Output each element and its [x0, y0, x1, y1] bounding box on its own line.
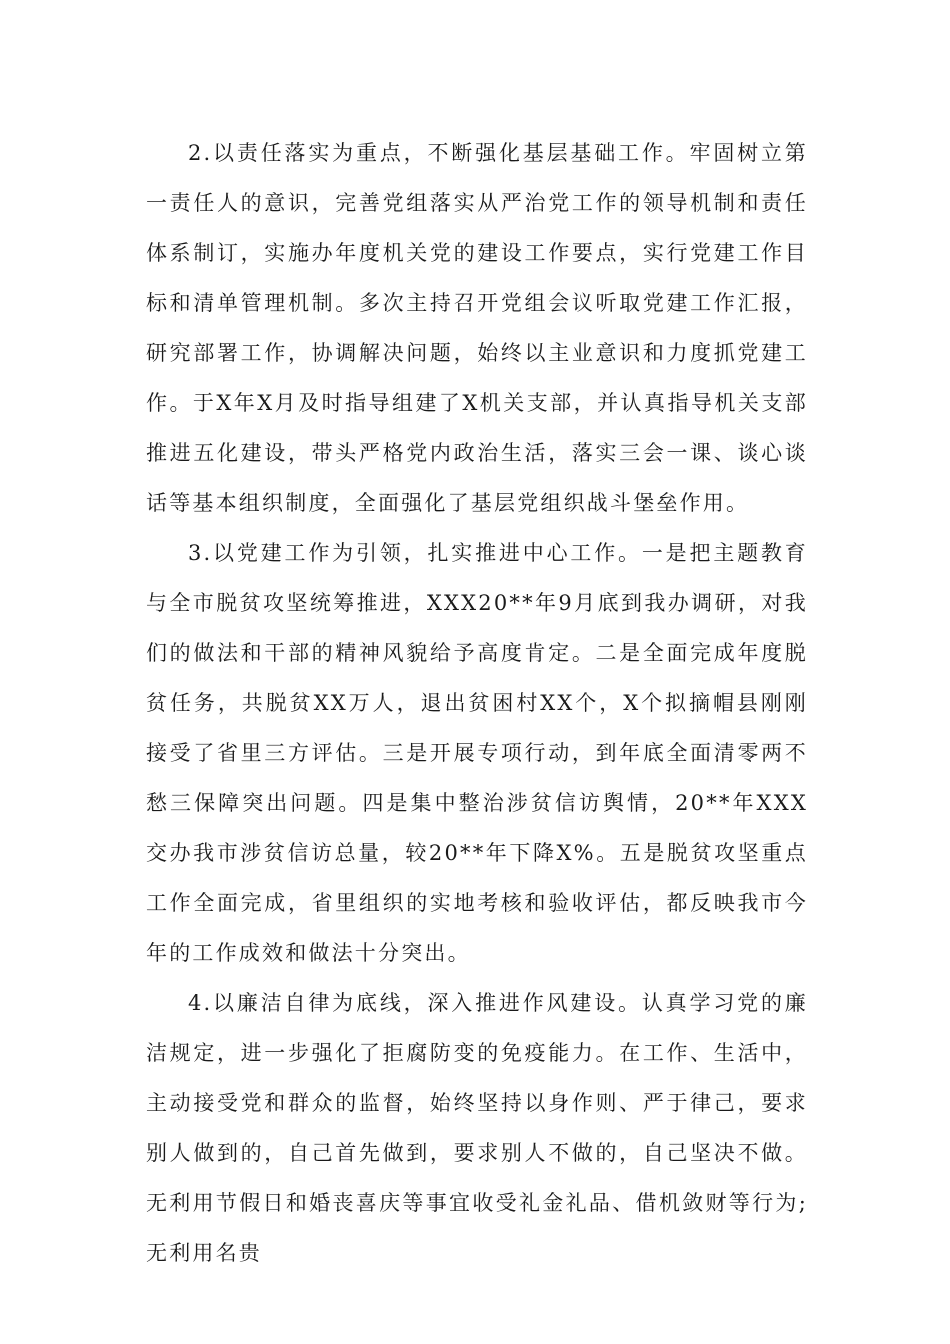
paragraph-responsibility: 2.以责任落实为重点，不断强化基层基础工作。牢固树立第一责任人的意识，完善党组落实从严治党工作的领导机制和责任体系制订，实施办年度机关党的建设工作要点，实行党建工作目标和清单管理机制。多次主持召开党组会议听取党建工作汇报，研究部署工作，协调解决问题，始终以主业意识和力度抓党建工作。于X年X月及时指导组建了X机关支部，并认真指导机关支部推进五化建设，带头严格党内政治生活，落实三会一课、谈心谈话等基本组织制度，全面强化了基层党组织战斗堡垒作用。 [146, 141, 808, 515]
paragraph-party-building: 3.以党建工作为引领，扎实推进中心工作。一是把主题教育与全市脱贫攻坚统筹推进，XXX20**年9月底到我办调研，对我们的做法和干部的精神风貌给予高度肯定。二是全面完成年度脱贫任务，共脱贫XX万人，退出贫困村XX个，X个拟摘帽县刚刚接受了省里三方评估。三是开展专项行动，到年底全面清零两不愁三保障突出问题。四是集中整治涉贫信访舆情，20**年XXX交办我市涉贫信访总量，较20**年下降X%。五是脱贫攻坚重点工作全面完成，省里组织的实地考核和验收评估，都反映我市今年的工作成效和做法十分突出。 [146, 541, 808, 965]
paragraph-integrity: 4.以廉洁自律为底线，深入推进作风建设。认真学习党的廉洁规定，进一步强化了拒腐防变的免疫能力。在工作、生活中，主动接受党和群众的监督，始终坚持以身作则、严于律己，要求别人做到的，自己首先做到，要求别人不做的，自己坚决不做。无利用节假日和婚丧喜庆等事宜收受礼金礼品、借机敛财等行为;无利用名贵 [146, 991, 808, 1265]
document-body [146, 128, 808, 1278]
